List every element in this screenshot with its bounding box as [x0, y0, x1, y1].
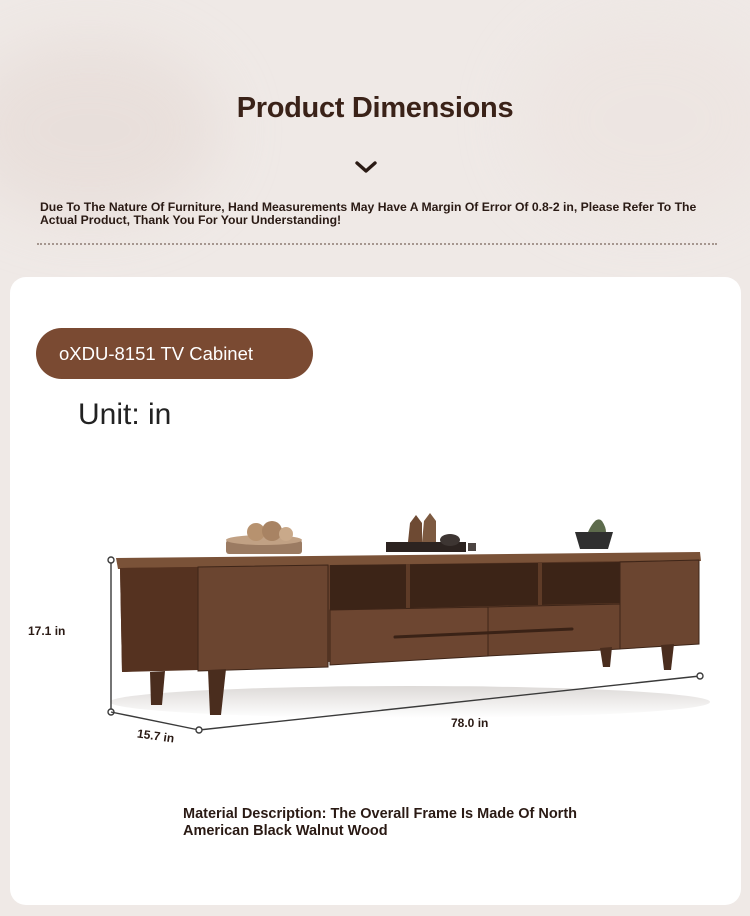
material-description: Material Description: The Overall Frame Is Made Of North American Black Walnut Wood [183, 806, 578, 839]
cabinet-leg [600, 647, 612, 667]
page-title: Product Dimensions [236, 92, 514, 124]
depth-label: 15.7 in [136, 726, 176, 746]
height-dimension-line [108, 557, 114, 715]
open-shelf [330, 562, 620, 610]
floor-shadow [110, 686, 710, 718]
measurement-note: Due To The Nature Of Furniture, Hand Measurements May Have A Margin Of Error Of 0.8-2 in, Please Refer To The Actual Product, Thank You For Your Understanding! [40, 200, 697, 227]
cabinet-leg [661, 644, 674, 670]
chevron-down-icon [355, 160, 377, 174]
dimensions-header [0, 0, 750, 270]
depth-dimension-line [111, 712, 199, 730]
product-card [10, 277, 741, 905]
unit-label: Unit: in [78, 398, 172, 431]
product-name: oXDU-8151 TV Cabinet [59, 343, 254, 364]
width-label: 78.0 in [451, 716, 489, 730]
right-door [620, 560, 699, 649]
decor-bonsai [575, 519, 613, 549]
decor-tray [226, 521, 302, 554]
dotted-divider [37, 243, 717, 245]
height-label: 17.1 in [28, 624, 66, 638]
cabinet-side [120, 567, 200, 672]
left-door [198, 565, 328, 671]
decor-figurines [386, 513, 476, 552]
